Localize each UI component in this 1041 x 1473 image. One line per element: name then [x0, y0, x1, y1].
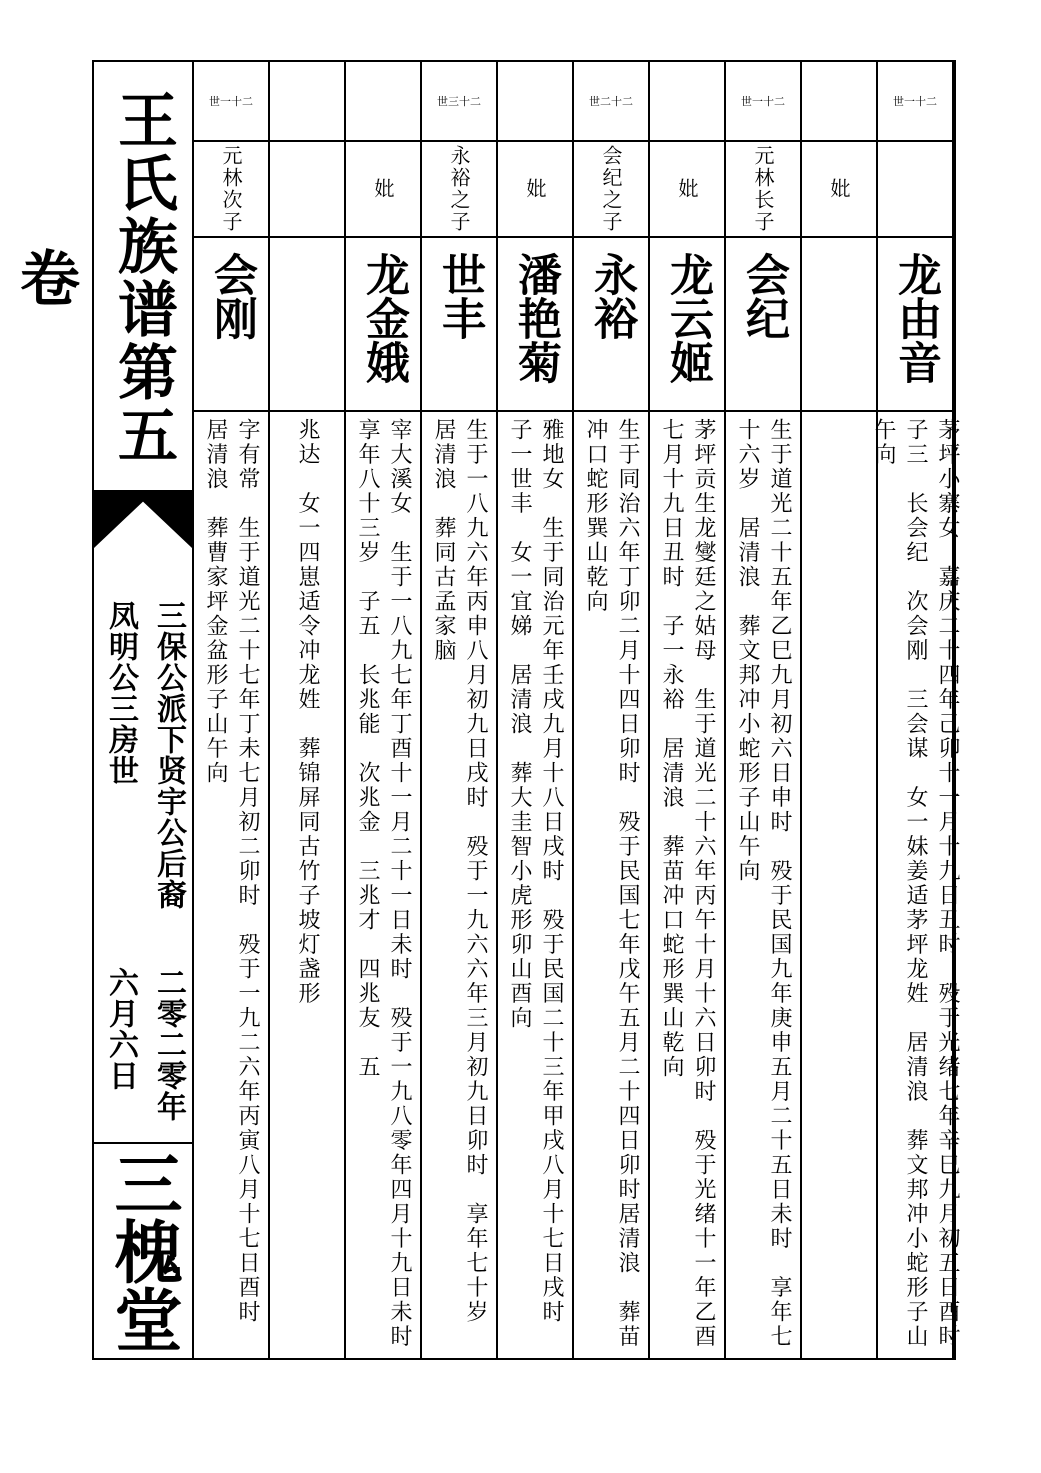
name-cell	[878, 238, 952, 412]
relation-cell	[726, 142, 800, 238]
relation-cell	[498, 142, 572, 238]
generation-label: 二十一世	[726, 62, 800, 142]
relation-text: 元林长子	[751, 145, 775, 233]
hall-name: 三槐堂	[94, 1142, 192, 1358]
generation-label	[802, 62, 876, 142]
relation-text: 会纪之子	[599, 145, 623, 233]
name-cell	[498, 238, 572, 412]
relation-text: 妣	[827, 178, 851, 200]
biography-cell	[574, 412, 648, 1358]
relation-text: 永裕之子	[447, 145, 471, 233]
biography-text: 生于一八九六年丙申八月初九日戌时 殁于一九六六年三月初九日卯时 享年七十岁 居清浪 葬同古孟家脑	[431, 418, 488, 1349]
biography-text: 茅坪贡生龙燮廷之姑母 生于道光二十六年丙午十月十六日卯时 殁于光绪十一年乙酉七月十九日丑时 子一永裕 居清浪 葬苗冲口蛇形巽山乾向	[659, 418, 716, 1349]
relation-cell	[802, 142, 876, 238]
relation-cell	[878, 142, 952, 238]
genealogy-table	[194, 60, 960, 1374]
biography-text: 茅坪小寨女 嘉庆二十四年己卯十一月十九日丑时 殁于光绪七年辛巳九月初五日酉时 子三 长会纪 次会刚 三会谋 女一妹姜适茅坪龙姓 居清浪 葬文邦冲小蛇形子山午向	[871, 418, 960, 1374]
person-name: 龙由音	[890, 252, 941, 384]
relation-cell	[574, 142, 648, 238]
generation-label: 二十一世	[194, 62, 268, 142]
generation-label	[650, 62, 724, 142]
person-name: 潘艳菊	[510, 252, 561, 384]
biography-text: 兆达 女一四崽适令冲龙姓 葬锦屏同古竹子坡灯盏形	[295, 418, 320, 1006]
genealogy-column	[871, 62, 960, 1374]
relation-cell	[270, 142, 344, 238]
genealogy-column	[648, 62, 724, 1358]
relation-text: 元林次子	[219, 145, 243, 233]
genealogy-column	[194, 62, 268, 1358]
title-divider	[94, 490, 192, 548]
biography-text: 宰大溪女 生于一八九七年丁酉十一月二十一日未时 殁于一九八零年四月十九日未时 享年八十三岁 子五 长兆能 次兆金 三兆才 四兆友 五	[355, 418, 412, 1374]
person-name: 龙云姬	[662, 252, 713, 384]
biography-cell	[802, 412, 876, 1358]
generation-label	[270, 62, 344, 142]
biography-cell	[270, 412, 344, 1358]
genealogy-column	[420, 62, 496, 1358]
relation-cell	[194, 142, 268, 238]
title-strip	[10, 60, 194, 1360]
biography-cell	[194, 412, 268, 1358]
relation-cell	[650, 142, 724, 238]
name-cell	[650, 238, 724, 412]
relation-cell	[346, 142, 420, 238]
genealogy-column	[496, 62, 572, 1358]
relation-text: 妣	[371, 178, 395, 200]
biography-text: 生于道光二十五年乙巳九月初六日申时 殁于民国九年庚申五月二十五日未时 享年七十六岁 居清浪 葬文邦冲小蛇形子山午向	[735, 418, 792, 1349]
biography-cell	[498, 412, 572, 1358]
name-cell	[726, 238, 800, 412]
name-cell	[574, 238, 648, 412]
book-title: 王氏族谱第五卷	[10, 89, 178, 467]
name-cell	[346, 238, 420, 412]
genealogy-column	[724, 62, 800, 1358]
book-subtitle: 三保公派下贤宇公后裔凤明公三房世	[103, 600, 186, 910]
genealogy-column	[800, 62, 876, 1358]
genealogy-column	[572, 62, 648, 1358]
genealogy-column	[268, 62, 344, 1358]
person-name: 龙金娥	[358, 252, 409, 384]
generation-label: 二十一世	[878, 62, 952, 142]
name-cell	[422, 238, 496, 412]
biography-text: 雅地女 生于同治元年壬戌九月十八日戌时 殁于民国二十三年甲戌八月十七日戌时 子一世丰 女一宜娣 居清浪 葬大圭智小虎形卯山酉向	[507, 418, 564, 1349]
biography-cell	[871, 412, 960, 1374]
biography-cell	[650, 412, 724, 1358]
person-name: 永裕	[586, 252, 637, 340]
name-cell	[194, 238, 268, 412]
person-name: 会刚	[206, 252, 257, 340]
generation-label: 二十三世	[422, 62, 496, 142]
biography-text: 生于同治六年丁卯二月十四日卯时 殁于民国七年戊午五月二十四日卯时居清浪 葬苗冲口蛇形巽山乾向	[583, 418, 640, 1349]
name-cell	[270, 238, 344, 412]
subtitle-block	[94, 552, 192, 1142]
name-cell	[802, 238, 876, 412]
biography-cell	[346, 412, 420, 1374]
genealogy-column	[344, 62, 420, 1374]
relation-text: 妣	[675, 178, 699, 200]
generation-label: 二十二世	[574, 62, 648, 142]
book-date: 二零二零年六月六日	[103, 967, 186, 1123]
biography-text: 字有常 生于道光二十七年丁未七月初二卯时 殁于一九二六年丙寅八月十七日酉时 居清浪 葬曹家坪金盆形子山午向	[203, 418, 260, 1349]
relation-text: 妣	[523, 178, 547, 200]
person-name: 会纪	[738, 252, 789, 340]
generation-label	[498, 62, 572, 142]
generation-label	[346, 62, 420, 142]
biography-cell	[422, 412, 496, 1358]
biography-cell	[726, 412, 800, 1358]
person-name: 世丰	[434, 252, 485, 340]
relation-cell	[422, 142, 496, 238]
